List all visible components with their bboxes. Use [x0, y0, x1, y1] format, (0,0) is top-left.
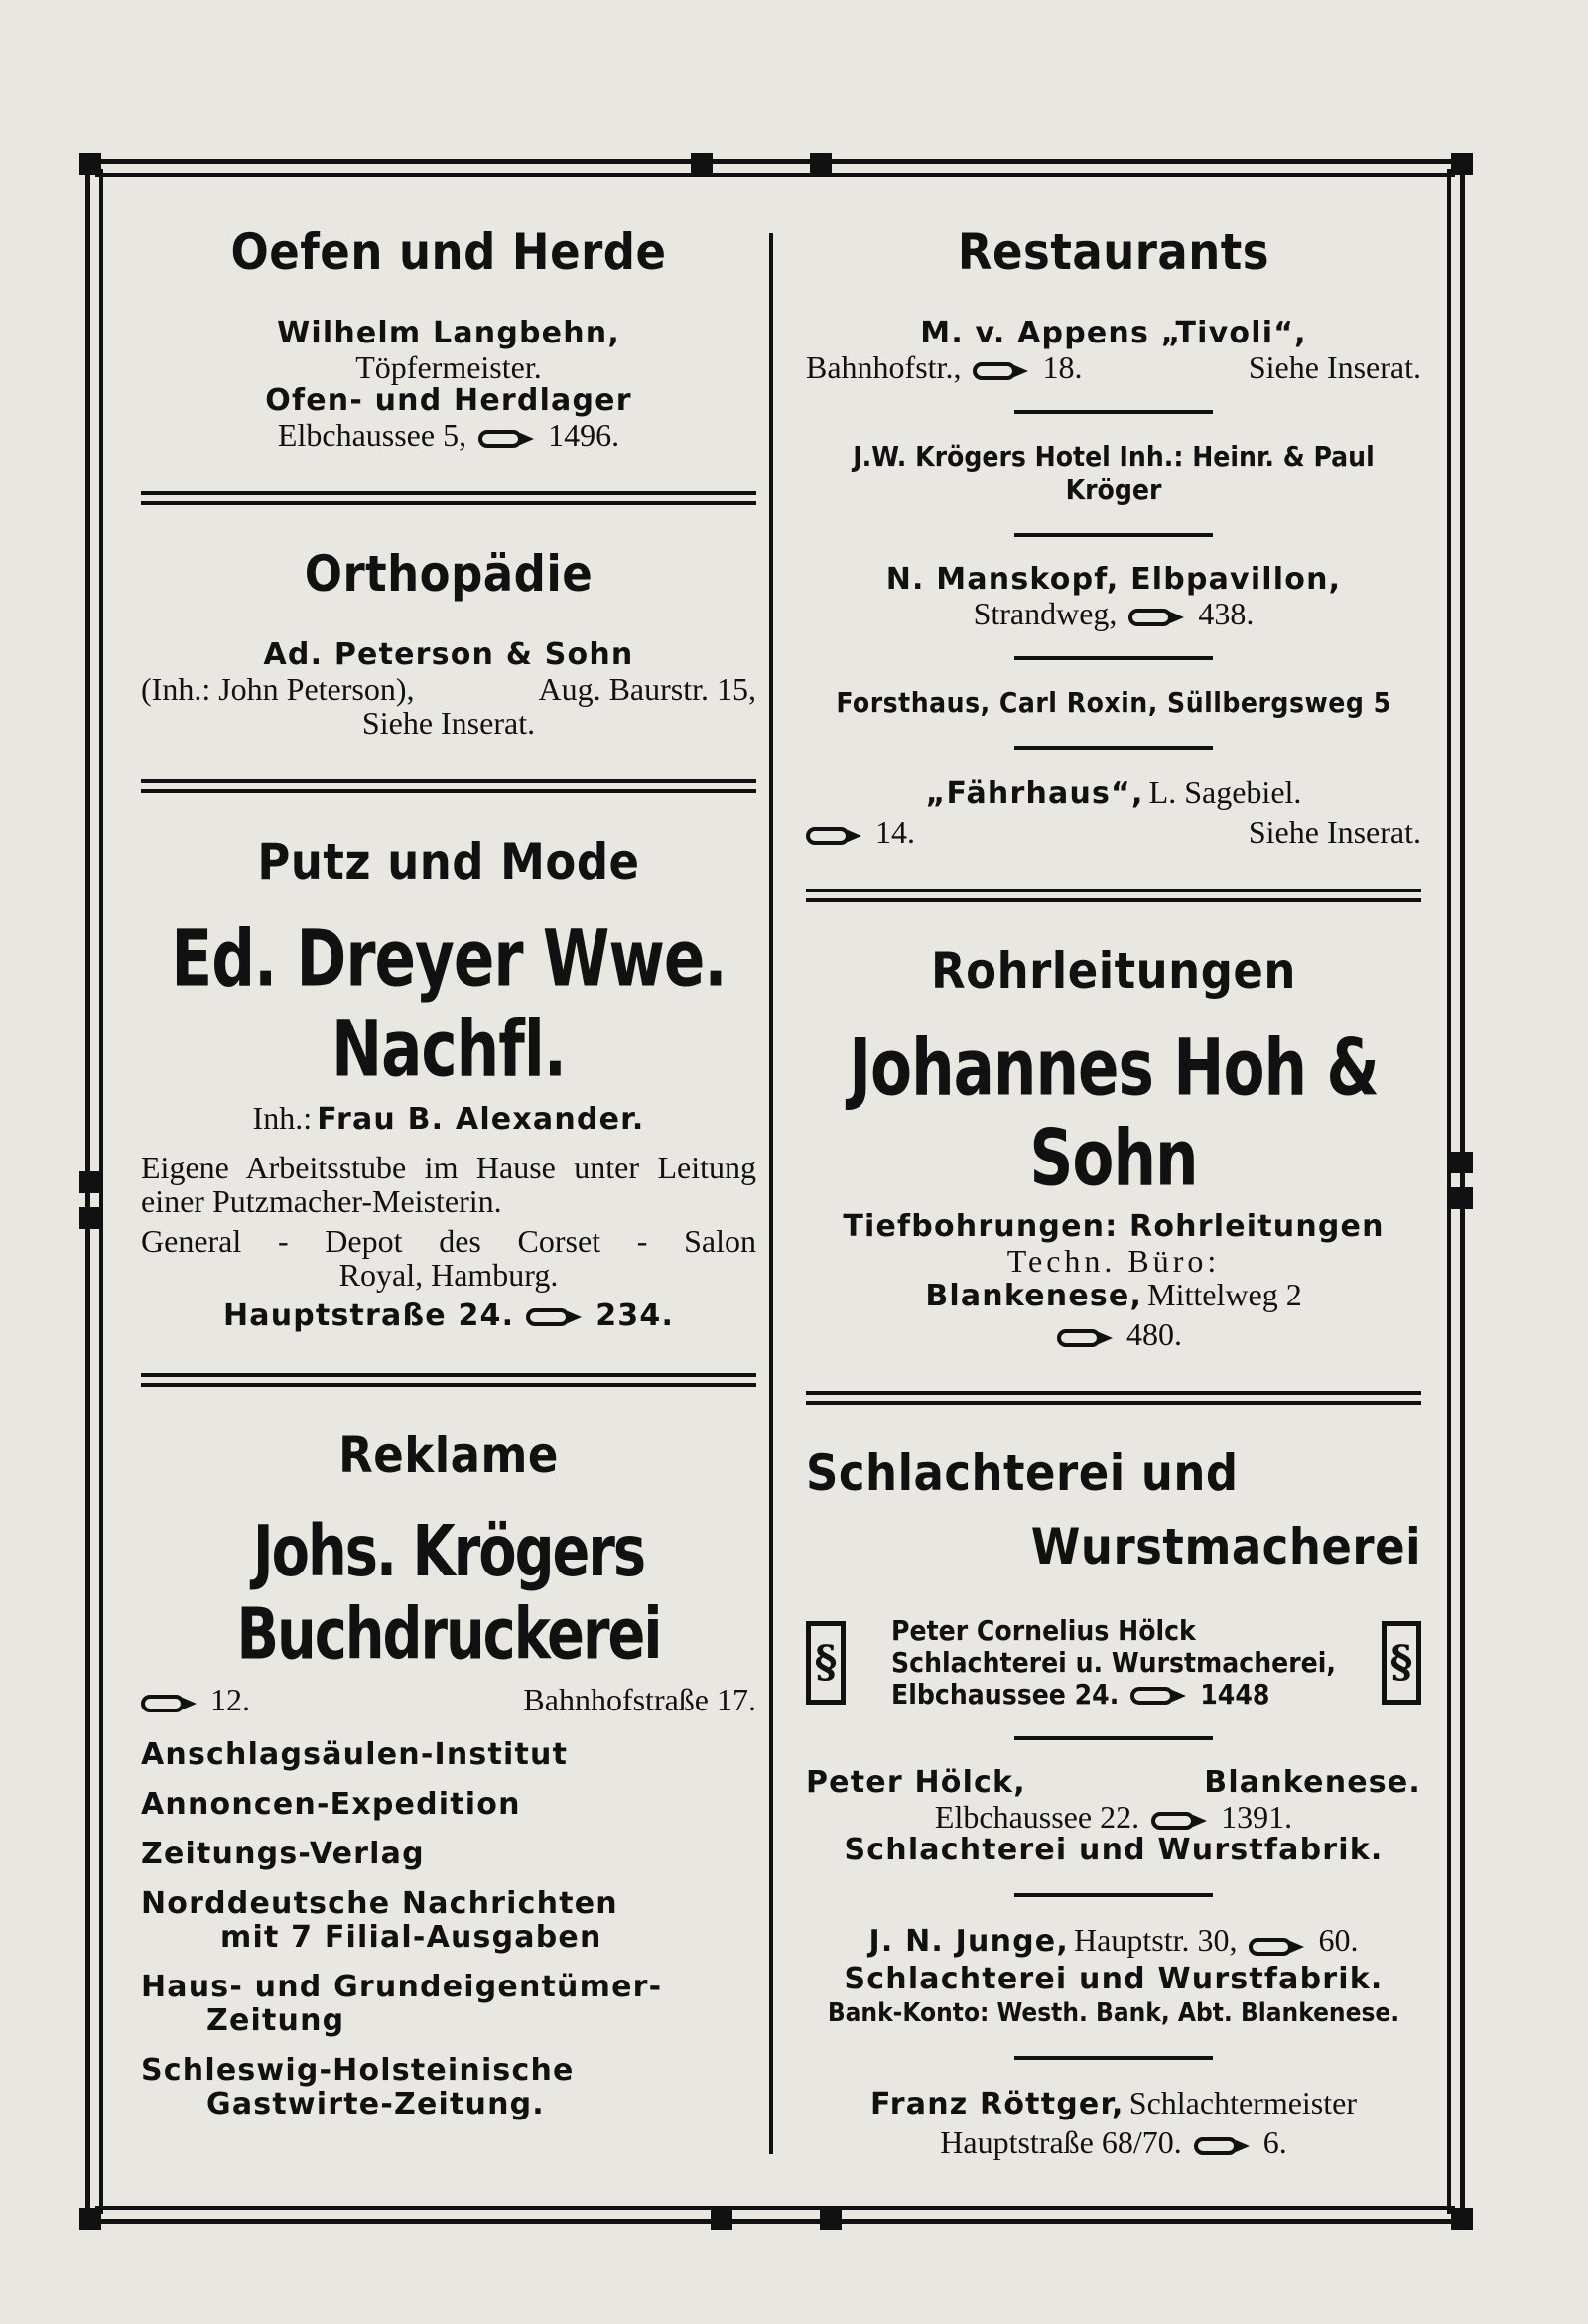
section-heading: Reklame [338, 1427, 559, 1484]
telephone-icon [478, 430, 534, 448]
address: Hauptstraße 68/70. [940, 2124, 1182, 2160]
address-line [806, 350, 1421, 384]
place: Blankenese, [925, 1279, 1143, 1313]
section-heading-2: Wurstmacherei [1030, 1518, 1421, 1575]
telephone-icon [1128, 609, 1184, 626]
entry-rule [1014, 746, 1213, 750]
telephone-icon [973, 362, 1028, 380]
left-column [141, 204, 756, 2121]
phone-number: 60. [1318, 1922, 1359, 1958]
address-line [141, 1299, 756, 1333]
note: Siehe Inserat. [361, 705, 536, 741]
section-orthopaedie [141, 545, 756, 740]
office-label: Techn. Büro: [1006, 1243, 1221, 1279]
business-name-large: Johannes Hoh & Sohn [849, 1024, 1379, 1204]
address: Hauptstr. 30, [1074, 1922, 1238, 1958]
business-name: J. N. Junge, [868, 1924, 1069, 1959]
owner-name: Frau B. Alexander. [317, 1102, 645, 1137]
description-2: General - Depot des Corset - Salon [141, 1223, 756, 1259]
business-type: Ofen- und Herdlager [265, 383, 632, 418]
section-rule [806, 889, 1421, 902]
owner: (Inh.: John Peterson), [141, 671, 415, 707]
business-name: Ad. Peterson & Sohn [263, 637, 634, 672]
contact-line [141, 1683, 756, 1716]
business-type: Schlachterei und Wurstfabrik. [844, 1833, 1384, 1867]
business-line [806, 2086, 1421, 2125]
section-heading: Restaurants [957, 223, 1270, 281]
phone-number: 1496. [548, 417, 620, 453]
business-line [806, 1766, 1421, 1800]
address: Aug. Baurstr. 15, [538, 671, 756, 707]
phone-number: 234. [596, 1299, 675, 1333]
service-item: Haus- und Grundeigentümer- [141, 1970, 663, 2004]
phone-number: 6. [1262, 2124, 1287, 2160]
phone-number: 18. [1042, 349, 1083, 385]
address: Hauptstraße 24. [222, 1299, 515, 1333]
entry-rule [1014, 656, 1213, 660]
restaurant-name: N. Manskopf, Elbpavillon, [885, 562, 1342, 597]
service-item: Zeitungs-Verlag [141, 1837, 425, 1871]
place: Blankenese. [1204, 1765, 1421, 1800]
entry-rule [1014, 2056, 1213, 2060]
business-title: Töpfermeister. [355, 349, 542, 385]
business-type: Schlachterei u. Wurstmacherei, [891, 1646, 1336, 1679]
restaurant-entry: Forsthaus, Carl Roxin, Süllbergsweg 5 [836, 686, 1391, 719]
featured-entry [806, 1615, 1421, 1710]
section-heading: Putz und Mode [257, 833, 640, 890]
phone-number: 480. [1126, 1316, 1182, 1352]
address: Bahnhofstr., [806, 349, 962, 385]
service-item-cont: Gastwirte-Zeitung. [206, 2087, 545, 2121]
section-rule [141, 491, 756, 505]
column-divider [769, 233, 773, 2154]
section-reklame [141, 1427, 756, 2121]
business-name-large: Ed. Dreyer Wwe. Nachfl. [171, 914, 727, 1095]
section-rule [141, 779, 756, 793]
section-rule [806, 1391, 1421, 1405]
section-rohr [806, 942, 1421, 1351]
business-name: Peter Hölck, [806, 1765, 1026, 1800]
business-title: Schlachtermeister [1128, 2085, 1357, 2120]
business-name: Wilhelm Langbehn, [277, 316, 620, 350]
business-name-large: Johs. Krögers Buchdruckerei [236, 1509, 661, 1676]
entry-rule [1014, 1736, 1213, 1740]
ornament-left-icon: § [806, 1621, 846, 1705]
address: Mittelweg 2 [1147, 1277, 1302, 1312]
phone-number: 1391. [1221, 1799, 1293, 1835]
telephone-icon [806, 827, 861, 845]
service-item: Schleswig-Holsteinische [141, 2053, 575, 2088]
section-rule [141, 1373, 756, 1387]
phone-number: 1448 [1200, 1678, 1270, 1710]
section-schlachterei [806, 1444, 1421, 2159]
service-item: Annoncen-Expedition [141, 1787, 521, 1822]
section-putz [141, 833, 756, 1333]
description: Eigene Arbeitsstube im Hause unter Leitung einer Putzmacher-Meisterin. [141, 1150, 756, 1219]
section-heading: Orthopädie [304, 545, 594, 603]
phone-line [806, 1317, 1421, 1351]
owner: L. Sagebiel. [1148, 774, 1302, 810]
service-item: Norddeutsche Nachrichten [141, 1886, 618, 1921]
phone-number: 438. [1198, 596, 1255, 631]
address-line [806, 1278, 1421, 1317]
entry-rule [1014, 533, 1213, 537]
telephone-icon [1194, 2137, 1250, 2155]
entry-rule [1014, 410, 1213, 414]
description-3: Royal, Hamburg. [338, 1257, 559, 1293]
note: Siehe Inserat. [1248, 814, 1421, 850]
telephone-icon [1151, 1812, 1207, 1830]
business-line [806, 1923, 1421, 1963]
restaurant-name: M. v. Appens „Tivoli“, [920, 316, 1307, 350]
entry-rule [1014, 1893, 1213, 1897]
telephone-icon [526, 1308, 582, 1326]
telephone-icon [1057, 1329, 1113, 1347]
business-name: Peter Cornelius Hölck [891, 1614, 1196, 1647]
owner-label: Inh.: [252, 1100, 313, 1136]
service-item-cont: Zeitung [206, 2003, 345, 2038]
address-line [806, 597, 1421, 630]
address: Elbchaussee 5, [277, 417, 467, 453]
telephone-icon [1130, 1687, 1186, 1705]
restaurant-line [806, 775, 1421, 815]
contact-line [806, 815, 1421, 849]
phone-number: 12. [210, 1682, 250, 1717]
service-item: Anschlagsäulen-Institut [141, 1737, 569, 1772]
section-oefen [141, 223, 756, 452]
business-type: Schlachterei und Wurstfabrik. [844, 1962, 1384, 1996]
ornament-right-icon: § [1382, 1621, 1421, 1705]
service-item-cont: mit 7 Filial-Ausgaben [220, 1920, 602, 1955]
address-line [806, 2125, 1421, 2159]
address-line [141, 672, 756, 706]
restaurant-entry: J.W. Krögers Hotel Inh.: Heinr. & Paul Kröger [853, 440, 1375, 506]
restaurant-name: „Fährhaus“, [925, 776, 1144, 811]
owner-line [141, 1101, 756, 1141]
section-heading: Rohrleitungen [931, 942, 1296, 1000]
telephone-icon [141, 1695, 197, 1712]
bank-info: Bank-Konto: Westh. Bank, Abt. Blankenese. [827, 1998, 1400, 2028]
section-heading: Schlachterei und [806, 1444, 1239, 1502]
address: Strandweg, [973, 596, 1118, 631]
address-line [891, 1679, 1336, 1710]
address: Elbchaussee 22. [934, 1799, 1140, 1835]
services: Tiefbohrungen: Rohrleitungen [843, 1209, 1385, 1244]
address-line [806, 1800, 1421, 1834]
section-restaurants [806, 223, 1421, 849]
address: Bahnhofstraße 17. [523, 1682, 756, 1717]
phone-number: 14. [875, 814, 915, 850]
address: Elbchaussee 24. [891, 1678, 1120, 1710]
right-column [806, 204, 1421, 2159]
business-name: Franz Röttger, [869, 2087, 1125, 2121]
address-line [141, 418, 756, 452]
telephone-icon [1249, 1938, 1304, 1956]
note: Siehe Inserat. [1248, 349, 1421, 385]
section-heading: Oefen und Herde [230, 223, 667, 281]
